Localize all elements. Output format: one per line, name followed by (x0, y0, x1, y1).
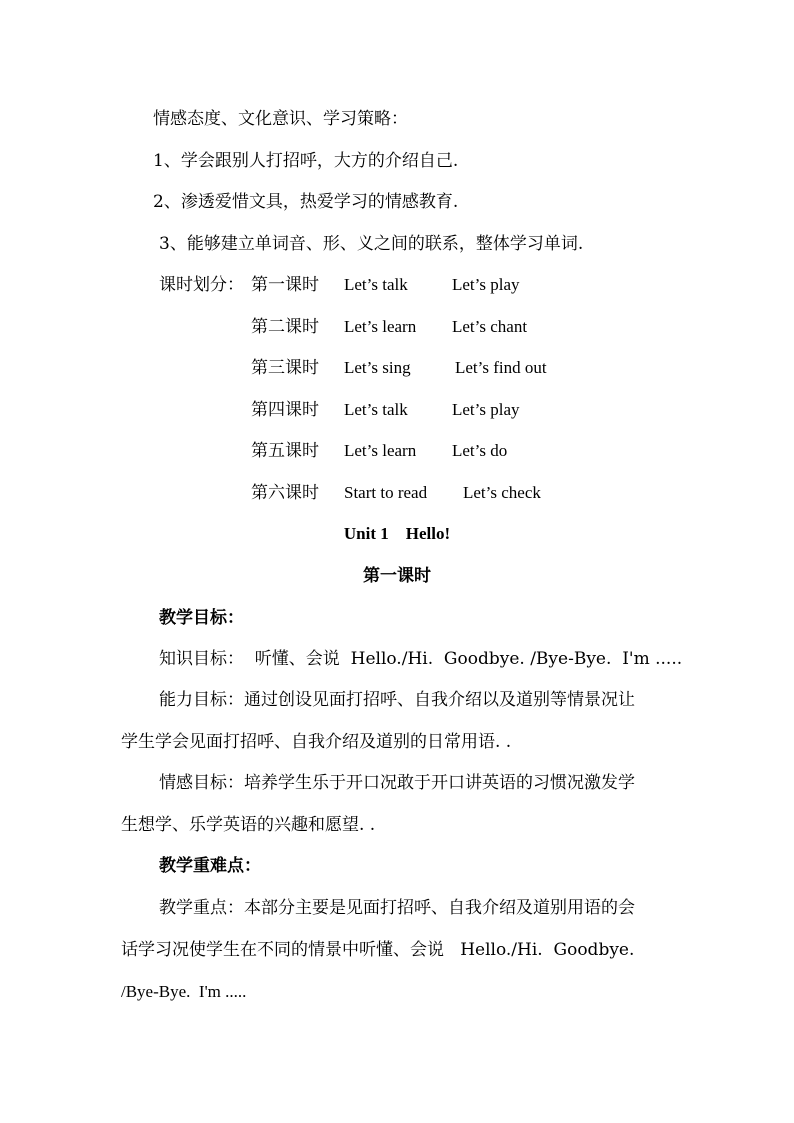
key-points-heading: 教学重难点： (159, 856, 261, 876)
schedule-activity-b: Let’s do (452, 441, 508, 460)
schedule-lesson: 第二课时 (251, 317, 319, 337)
schedule-activity-b: Let’s play (452, 275, 520, 294)
schedule-activity-b: Let’s play (452, 400, 520, 419)
key-points-line1: 教学重点：本部分主要是见面打招呼、自我介绍及道别用语的会 (159, 898, 635, 918)
ability-objective-line1: 能力目标：通过创设见面打招呼、自我介绍以及道别等情景况让 (159, 690, 635, 710)
schedule-lesson: 第六课时 (251, 483, 319, 503)
knowledge-objective: 知识目标： 听懂、会说 Hello./Hi. Goodbye. /Bye-Bye. I'm ..... (159, 649, 683, 669)
schedule-activity-a: Let’s learn (344, 317, 417, 336)
schedule-lesson: 第一课时 (251, 275, 319, 295)
schedule-row (251, 357, 571, 379)
schedule-lesson: 第五课时 (251, 441, 319, 461)
schedule-lesson: 第三课时 (251, 358, 319, 378)
objectives-heading: 教学目标： (159, 608, 244, 628)
schedule-activity-a: Start to read (344, 483, 428, 502)
schedule-activity-b: Let’s find out (455, 358, 547, 377)
schedule-row (251, 440, 571, 462)
ability-objective-line2: 学生学会见面打招呼、自我介绍及道别的日常用语. . (121, 732, 512, 752)
schedule-activity-a: Let’s talk (344, 275, 408, 294)
attitude-heading: 情感态度、文化意识、学习策略： (153, 109, 408, 129)
attitude-item-1: 1、学会跟别人打招呼，大方的介绍自己. (153, 151, 459, 171)
schedule-activity-b: Let’s check (463, 483, 541, 502)
schedule-row (251, 316, 571, 338)
schedule-activity-a: Let’s talk (344, 400, 408, 419)
schedule-activity-a: Let’s sing (344, 358, 411, 377)
schedule-activity-a: Let’s learn (344, 441, 417, 460)
attitude-item-3: 3、能够建立单词音、形、义之间的联系，整体学习单词. (159, 234, 584, 254)
key-points-line2: 话学习况使学生在不同的情景中听懂、会说 Hello./Hi. Goodbye. (121, 940, 635, 960)
schedule-row (251, 399, 571, 421)
schedule-label: 课时划分： (159, 275, 244, 295)
lesson-title: 第一课时 (363, 566, 431, 586)
key-points-line3: /Bye-Bye. I'm ..... (121, 982, 247, 1001)
schedule-activity-b: Let’s chant (452, 317, 528, 336)
unit-title: Unit 1 Hello! (343, 524, 451, 543)
schedule-row (251, 274, 571, 296)
schedule-lesson: 第四课时 (251, 400, 319, 420)
emotion-objective-line1: 情感目标：培养学生乐于开口况敢于开口讲英语的习惯况激发学 (159, 773, 635, 793)
schedule-row (251, 482, 571, 504)
attitude-item-2: 2、渗透爱惜文具，热爱学习的情感教育. (153, 192, 459, 212)
emotion-objective-line2: 生想学、乐学英语的兴趣和愿望. . (121, 815, 376, 835)
